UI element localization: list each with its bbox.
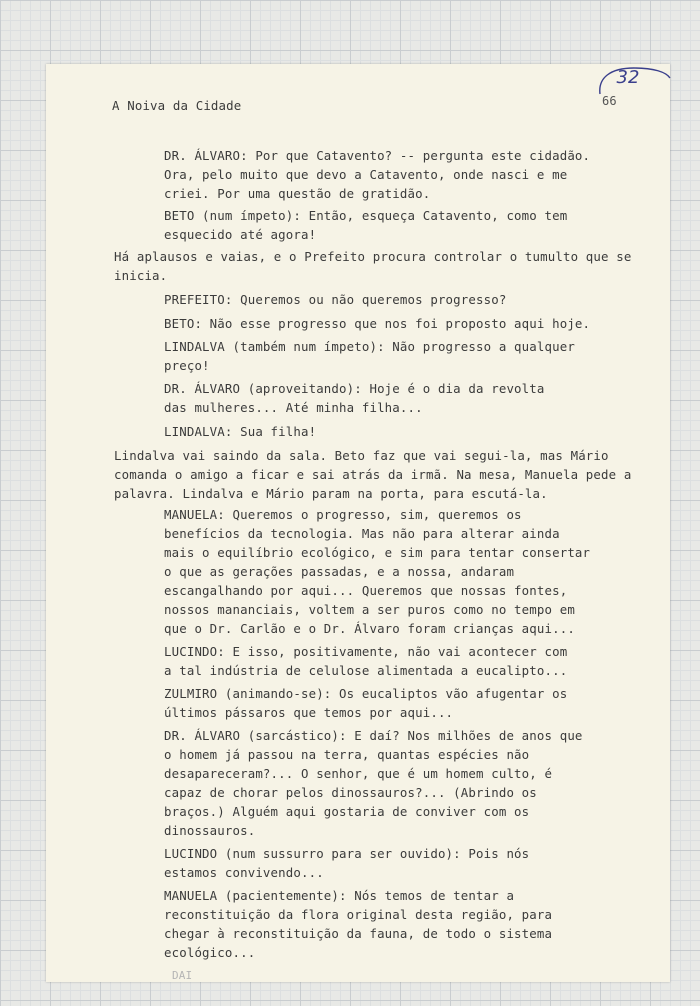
dialogue-line: ZULMIRO (animando-se): Os eucaliptos vão afugentar os [164,686,568,701]
stage-direction-line: Há aplausos e vaias, e o Prefeito procura controlar o tumulto que se [114,249,632,264]
dialogue-line: MANUELA (pacientemente): Nós temos de tentar a [164,888,515,903]
stage-direction-line: comanda o amigo a ficar e sai atrás da irmã. Na mesa, Manuela pede a [114,467,632,482]
dialogue-line: a tal indústria de celulose alimentada a eucalipto... [164,663,568,678]
dialogue-line: MANUELA: Queremos o progresso, sim, queremos os [164,507,522,522]
dialogue-line: o homem já passou na terra, quantas espécies não [164,747,530,762]
dialogue-line: escangalhando por aqui... Queremos que nossas fontes, [164,583,568,598]
dialogue-line: ecológico... [164,945,256,960]
dialogue-line: braços.) Alguém aqui gostaria de conviver com os [164,804,530,819]
stage-direction-line: inicia. [114,268,168,283]
dialogue-line: que o Dr. Carlão e o Dr. Álvaro foram crianças aqui... [164,621,575,636]
stage-direction-line: palavra. Lindalva e Mário param na porta, para escutá-la. [114,486,548,501]
dialogue-line: estamos convivendo... [164,865,324,880]
dialogue-line: PREFEITO: Queremos ou não queremos progresso? [164,292,507,307]
dialogue-line: últimos pássaros que temos por aqui... [164,705,454,720]
dialogue-line: nossos mananciais, voltem a ser puros como no tempo em [164,602,575,617]
play-title: A Noiva da Cidade [112,98,242,113]
dialogue-line: LUCINDO: E isso, positivamente, não vai acontecer com [164,644,568,659]
stage-direction-line: Lindalva vai saindo da sala. Beto faz que vai segui-la, mas Mário [114,448,609,463]
page-number: 66 [602,94,617,108]
dialogue-line: BETO (num ímpeto): Então, esqueça Catavento, como tem [164,208,568,223]
dialogue-line: dinossauros. [164,823,256,838]
dialogue-line: benefícios da tecnologia. Mas não para alterar ainda [164,526,560,541]
dialogue-line: reconstituição da flora original desta região, para [164,907,553,922]
dialogue-line: das mulheres... Até minha filha... [164,400,423,415]
dialogue-line: preço! [164,358,210,373]
footer-stamp-mark: DAI [172,969,193,982]
dialogue-line: BETO: Não esse progresso que nos foi proposto aqui hoje. [164,316,591,331]
dialogue-line: desapareceram?... O senhor, que é um homem culto, é [164,766,553,781]
handwritten-page-number: 32 [616,67,640,88]
dialogue-line: DR. ÁLVARO (aproveitando): Hoje é o dia da revolta [164,381,545,396]
typewritten-page [46,64,670,982]
dialogue-line: o que as gerações passadas, e a nossa, andaram [164,564,515,579]
dialogue-line: criei. Por uma questão de gratidão. [164,186,431,201]
dialogue-line: mais o equilíbrio ecológico, e sim para tentar consertar [164,545,591,560]
dialogue-line: esquecido até agora! [164,227,317,242]
dialogue-line: LINDALVA (também num ímpeto): Não progresso a qualquer [164,339,575,354]
dialogue-line: DR. ÁLVARO (sarcástico): E daí? Nos milhões de anos que [164,728,583,743]
dialogue-line: Ora, pelo muito que devo a Catavento, onde nasci e me [164,167,568,182]
dialogue-line: capaz de chorar pelos dinossauros?... (Abrindo os [164,785,537,800]
dialogue-line: LUCINDO (num sussurro para ser ouvido): Pois nós [164,846,530,861]
dialogue-line: DR. ÁLVARO: Por que Catavento? -- pergunta este cidadão. [164,148,591,163]
dialogue-line: chegar à reconstituição da fauna, de todo o sistema [164,926,553,941]
dialogue-line: LINDALVA: Sua filha! [164,424,317,439]
